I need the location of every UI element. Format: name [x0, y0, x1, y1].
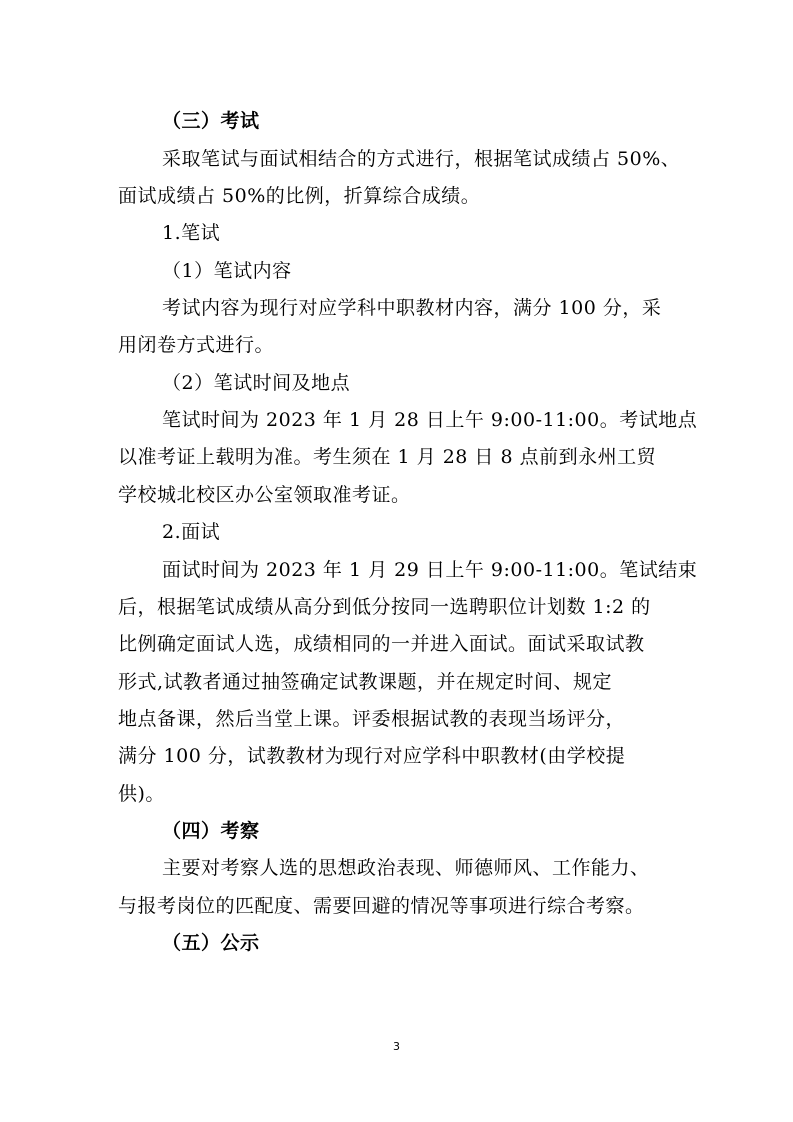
paragraph-line: 后，根据笔试成绩从高分到低分按同一选聘职位计划数 1:2 的 [118, 596, 651, 618]
paragraph-line: 面试时间为 2023 年 1 月 29 日上午 9:00-11:00。笔试结束 [162, 559, 698, 581]
page-number: 3 [393, 1040, 400, 1053]
paragraph-line: 笔试时间为 2023 年 1 月 28 日上午 9:00-11:00。考试地点 [162, 409, 698, 431]
paragraph-line: 面试成绩占 50%的比例，折算综合成绩。 [118, 185, 481, 207]
paragraph-line: 满分 100 分，试教教材为现行对应学科中职教材(由学校提 [118, 745, 626, 767]
paragraph-line: 采取笔试与面试相结合的方式进行，根据笔试成绩占 50%、 [162, 148, 681, 170]
paragraph-line: 供)。 [118, 783, 165, 805]
paragraph-line: 形式,试教者通过抽签确定试教课题，并在规定时间、规定 [118, 671, 613, 693]
paragraph-line: 地点备课，然后当堂上课。评委根据试教的表现当场评分， [118, 708, 626, 730]
subheading-interview: 2.面试 [162, 521, 221, 543]
subheading-written-time-place: （2）笔试时间及地点 [162, 372, 351, 394]
paragraph-line: 学校城北校区办公室领取准考证。 [118, 484, 411, 506]
subheading-written-exam: 1.笔试 [162, 222, 221, 244]
paragraph-line: 比例确定面试人选，成绩相同的一并进入面试。面试采取试教 [118, 633, 645, 655]
section-heading-exam: （三）考试 [162, 110, 260, 132]
paragraph-line: 与报考岗位的匹配度、需要回避的情况等事项进行综合考察。 [118, 895, 645, 917]
paragraph-line: 考试内容为现行对应学科中职教材内容，满分 100 分，采 [162, 297, 662, 319]
paragraph-line: 用闭卷方式进行。 [118, 334, 275, 356]
section-heading-inspection: （四）考察 [162, 820, 260, 842]
paragraph-line: 以准考证上载明为准。考生须在 1 月 28 日 8 点前到永州工贸 [118, 446, 657, 468]
section-heading-publicity: （五）公示 [162, 932, 260, 954]
paragraph-line: 主要对考察人选的思想政治表现、师德师风、工作能力、 [162, 857, 650, 879]
subheading-written-content: （1）笔试内容 [162, 260, 292, 282]
